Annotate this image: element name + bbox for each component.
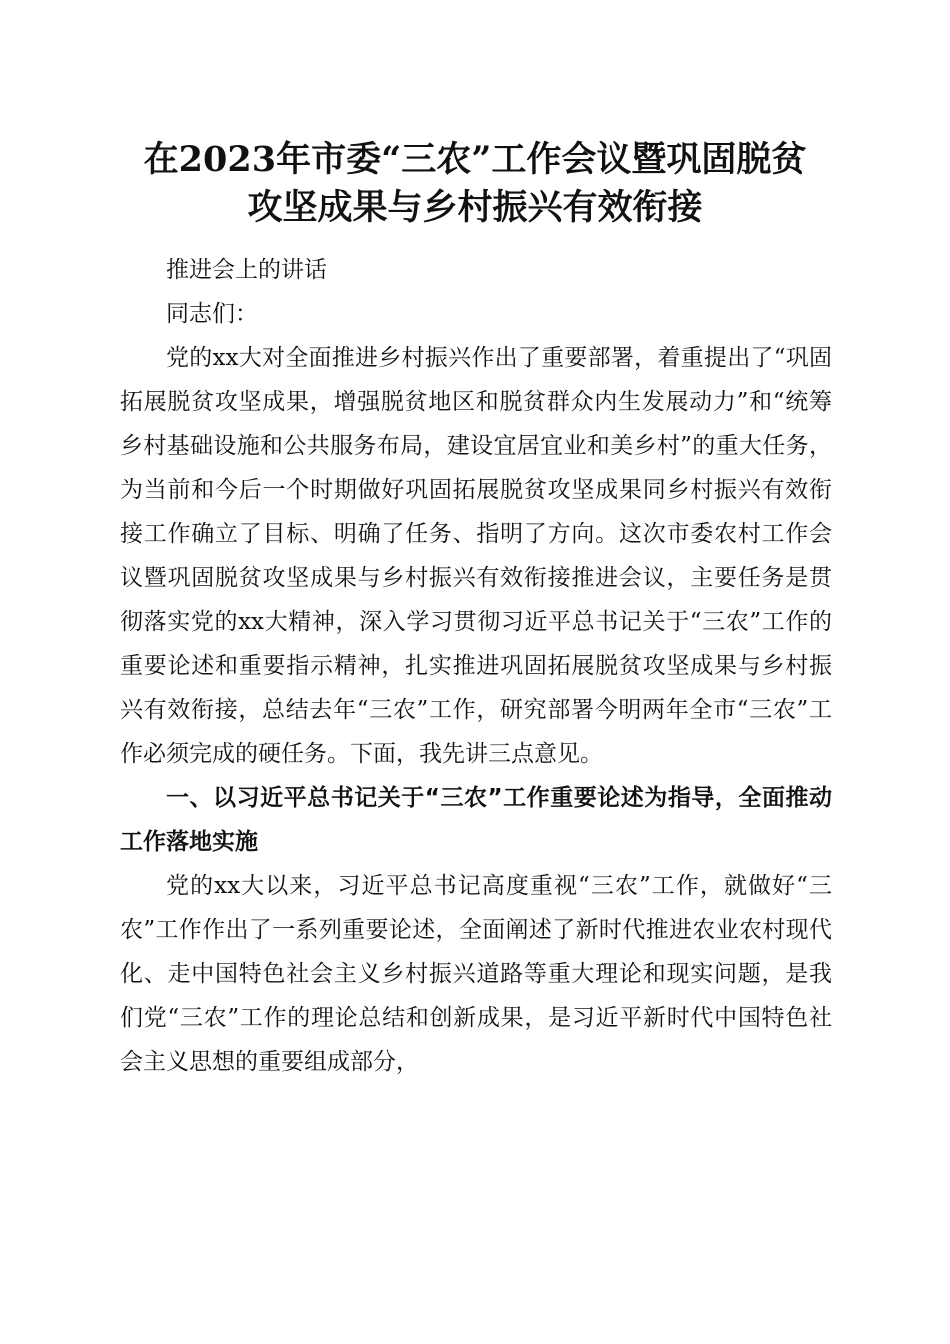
intro-paragraph: 党的xx大对全面推进乡村振兴作出了重要部署，着重提出了“巩固拓展脱贫攻坚成果，增强脱贫地区和脱贫群众内生发展动力”和“统筹乡村基础设施和公共服务布局，建设宜居宜业和美乡村”的重大任务，为当前和今后一个时期做好巩固拓展脱贫攻坚成果同乡村振兴有效衔接工作确立了目标、明确了任务、指明了方向。这次市委农村工作会议暨巩固脱贫攻坚成果与乡村振兴有效衔接推进会议，主要任务是贯彻落实党的xx大精神，深入学习贯彻习近平总书记关于“三农”工作的重要论述和重要指示精神，扎实推进巩固拓展脱贫攻坚成果与乡村振兴有效衔接，总结去年“三农”工作，研究部署今明两年全市“三农”工作必须完成的硬任务。下面，我先讲三点意见。 [120, 345, 832, 767]
document-title [100, 136, 850, 232]
title-line-1: 在2023年市委“三农”工作会议暨巩固脱贫 [143, 139, 807, 180]
subtitle-line: 推进会上的讲话 [166, 257, 327, 283]
section-heading-1: 一、以习近平总书记关于“三农”工作重要论述为指导，全面推动工作落地实施 [120, 785, 832, 855]
title-line-2: 攻坚成果与乡村振兴有效衔接 [247, 187, 703, 228]
salutation: 同志们： [166, 301, 258, 327]
section-1-paragraph: 党的xx大以来，习近平总书记高度重视“三农”工作，就做好“三农”工作作出了一系列重要论述，全面阐述了新时代推进农业农村现代化、走中国特色社会主义乡村振兴道路等重大理论和现实问题，是我们党“三农”工作的理论总结和创新成果，是习近平新时代中国特色社会主义思想的重要组成部分， [120, 873, 832, 1075]
document-body [120, 248, 832, 1084]
